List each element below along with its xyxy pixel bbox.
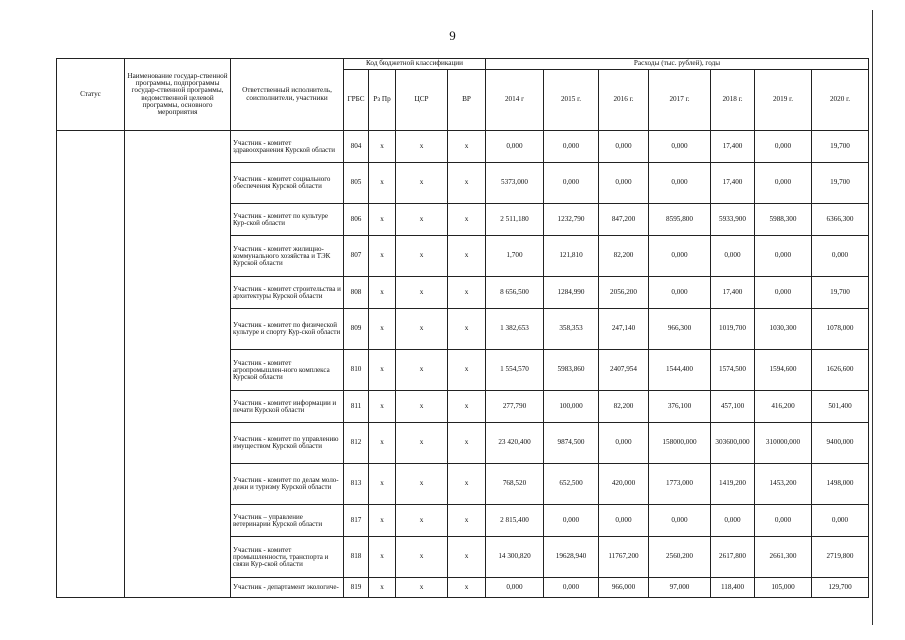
status-cell — [57, 131, 125, 598]
vr-cell: х — [448, 309, 486, 350]
rzpr-cell: х — [369, 578, 396, 598]
csr-cell: х — [396, 350, 448, 391]
expense-cell: 966,000 — [599, 578, 649, 598]
expense-cell: 0,000 — [599, 163, 649, 204]
expense-cell: 2617,800 — [711, 537, 755, 578]
expense-cell: 19,700 — [812, 277, 869, 309]
vr-cell: х — [448, 350, 486, 391]
expense-cell: 0,000 — [755, 236, 812, 277]
vr-cell: х — [448, 537, 486, 578]
expense-cell: 0,000 — [649, 131, 711, 163]
grbs-cell: 811 — [344, 391, 369, 423]
expense-cell: 1 554,570 — [486, 350, 544, 391]
grbs-cell: 809 — [344, 309, 369, 350]
year-header: 2018 г. — [711, 70, 755, 131]
expense-cell: 1453,200 — [755, 464, 812, 505]
expense-cell: 2407,954 — [599, 350, 649, 391]
grbs-cell: 817 — [344, 505, 369, 537]
expense-cell: 14 300,820 — [486, 537, 544, 578]
participant-cell: Участник - комитет промышленности, транспорта и связи Кур-ской области — [231, 537, 344, 578]
budget-code-header: Код бюджетной классификации — [344, 59, 486, 70]
rzpr-cell: х — [369, 277, 396, 309]
expense-cell: 1019,700 — [711, 309, 755, 350]
expense-cell: 121,810 — [544, 236, 599, 277]
expense-cell: 19628,940 — [544, 537, 599, 578]
participant-cell: Участник - комитет по делам моло-дежи и туризму Курской области — [231, 464, 344, 505]
participant-cell: Участник - комитет строительства и архитектуры Курской области — [231, 277, 344, 309]
expense-cell: 0,000 — [544, 578, 599, 598]
expense-cell: 82,200 — [599, 391, 649, 423]
expense-cell: 0,000 — [812, 236, 869, 277]
expense-cell: 501,400 — [812, 391, 869, 423]
csr-cell: х — [396, 578, 448, 598]
grbs-cell: 806 — [344, 204, 369, 236]
expense-cell: 100,000 — [544, 391, 599, 423]
participant-cell: Участник - комитет по управлению имуществом Курской области — [231, 423, 344, 464]
expense-cell: 0,000 — [486, 578, 544, 598]
expense-cell: 1773,000 — [649, 464, 711, 505]
expense-cell: 1498,000 — [812, 464, 869, 505]
expense-cell: 2 815,400 — [486, 505, 544, 537]
expense-cell: 416,200 — [755, 391, 812, 423]
expense-cell: 17,400 — [711, 131, 755, 163]
participant-cell: Участник - комитет по культуре Кур-ской области — [231, 204, 344, 236]
grbs-cell: 810 — [344, 350, 369, 391]
participant-cell: Участник – управление ветеринарии Курской области — [231, 505, 344, 537]
rzpr-cell: х — [369, 391, 396, 423]
vr-cell: х — [448, 464, 486, 505]
expense-cell: 0,000 — [649, 163, 711, 204]
grbs-cell: 818 — [344, 537, 369, 578]
expense-cell: 966,300 — [649, 309, 711, 350]
expense-cell: 1232,790 — [544, 204, 599, 236]
csr-cell: х — [396, 131, 448, 163]
year-header: 2019 г. — [755, 70, 812, 131]
participant-cell: Участник - комитет информации и печати Курской области — [231, 391, 344, 423]
status-header: Статус — [57, 59, 125, 131]
expense-cell: 652,500 — [544, 464, 599, 505]
expense-cell: 1078,000 — [812, 309, 869, 350]
vr-cell: х — [448, 578, 486, 598]
participant-cell: Участник - комитет агропромышлен-ного комплекса Курской области — [231, 350, 344, 391]
expense-cell: 0,000 — [711, 236, 755, 277]
expense-cell: 17,400 — [711, 163, 755, 204]
code-col-header: ГРБС — [344, 70, 369, 131]
rzpr-cell: х — [369, 131, 396, 163]
participant-cell: Участник - комитет социального обеспечения Курской области — [231, 163, 344, 204]
year-header: 2014 г — [486, 70, 544, 131]
expense-cell: 0,000 — [544, 131, 599, 163]
csr-cell: х — [396, 505, 448, 537]
expense-cell: 1419,200 — [711, 464, 755, 505]
expense-cell: 0,000 — [649, 277, 711, 309]
csr-cell: х — [396, 204, 448, 236]
expense-cell: 5373,000 — [486, 163, 544, 204]
expenses-header: Расходы (тыс. рублей), годы — [486, 59, 869, 70]
expense-cell: 9874,500 — [544, 423, 599, 464]
grbs-cell: 819 — [344, 578, 369, 598]
expense-cell: 247,140 — [599, 309, 649, 350]
year-header: 2015 г. — [544, 70, 599, 131]
expense-cell: 0,000 — [812, 505, 869, 537]
participant-cell: Участник - комитет жилищно-коммунального хозяйства и ТЭК Курской области — [231, 236, 344, 277]
page-number: 9 — [449, 28, 456, 43]
rzpr-cell: х — [369, 236, 396, 277]
expense-cell: 1 382,653 — [486, 309, 544, 350]
expense-cell: 105,000 — [755, 578, 812, 598]
expense-cell: 17,400 — [711, 277, 755, 309]
vr-cell: х — [448, 505, 486, 537]
csr-cell: х — [396, 464, 448, 505]
grbs-cell: 812 — [344, 423, 369, 464]
rzpr-cell: х — [369, 163, 396, 204]
margin-line — [872, 10, 873, 625]
csr-cell: х — [396, 309, 448, 350]
vr-cell: х — [448, 163, 486, 204]
expense-cell: 2719,800 — [812, 537, 869, 578]
csr-cell: х — [396, 277, 448, 309]
expense-cell: 847,200 — [599, 204, 649, 236]
participant-cell: Участник - комитет по физической культуре и спорту Кур-ской области — [231, 309, 344, 350]
expense-cell: 82,200 — [599, 236, 649, 277]
rzpr-cell: х — [369, 204, 396, 236]
vr-cell: х — [448, 204, 486, 236]
expense-cell: 129,700 — [812, 578, 869, 598]
grbs-cell: 804 — [344, 131, 369, 163]
expense-cell: 0,000 — [755, 505, 812, 537]
expense-cell: 0,000 — [544, 163, 599, 204]
expense-cell: 0,000 — [544, 505, 599, 537]
expense-cell: 1284,990 — [544, 277, 599, 309]
expense-cell: 97,000 — [649, 578, 711, 598]
rzpr-cell: х — [369, 309, 396, 350]
expense-cell: 8595,800 — [649, 204, 711, 236]
expense-cell: 2560,200 — [649, 537, 711, 578]
expense-cell: 1030,300 — [755, 309, 812, 350]
expense-cell: 1626,600 — [812, 350, 869, 391]
program-name-cell — [125, 131, 231, 598]
expense-cell: 0,000 — [755, 277, 812, 309]
expense-cell: 23 420,400 — [486, 423, 544, 464]
expense-cell: 19,700 — [812, 131, 869, 163]
code-col-header: ВР — [448, 70, 486, 131]
csr-cell: х — [396, 537, 448, 578]
expense-cell: 0,000 — [649, 505, 711, 537]
expense-cell: 768,520 — [486, 464, 544, 505]
expense-cell: 420,000 — [599, 464, 649, 505]
vr-cell: х — [448, 391, 486, 423]
expense-cell: 277,790 — [486, 391, 544, 423]
vr-cell: х — [448, 277, 486, 309]
expense-cell: 358,353 — [544, 309, 599, 350]
responsible-header: Ответственный исполнитель, соисполнители, участники — [231, 59, 344, 131]
grbs-cell: 808 — [344, 277, 369, 309]
expense-cell: 1574,500 — [711, 350, 755, 391]
expense-cell: 303600,000 — [711, 423, 755, 464]
expense-cell: 0,000 — [755, 131, 812, 163]
expense-cell: 0,000 — [486, 131, 544, 163]
grbs-cell: 807 — [344, 236, 369, 277]
participant-cell: Участник - департамент экологиче- — [231, 578, 344, 598]
budget-table — [56, 58, 869, 598]
expense-cell: 8 656,500 — [486, 277, 544, 309]
expense-cell: 118,400 — [711, 578, 755, 598]
rzpr-cell: х — [369, 423, 396, 464]
year-header: 2020 г. — [812, 70, 869, 131]
expense-cell: 457,100 — [711, 391, 755, 423]
expense-cell: 1544,400 — [649, 350, 711, 391]
code-col-header: ЦСР — [396, 70, 448, 131]
csr-cell: х — [396, 391, 448, 423]
grbs-cell: 805 — [344, 163, 369, 204]
expense-cell: 310000,000 — [755, 423, 812, 464]
csr-cell: х — [396, 423, 448, 464]
expense-cell: 9400,000 — [812, 423, 869, 464]
csr-cell: х — [396, 163, 448, 204]
expense-cell: 2 511,180 — [486, 204, 544, 236]
expense-cell: 19,700 — [812, 163, 869, 204]
expense-cell: 158000,000 — [649, 423, 711, 464]
expense-cell: 1,700 — [486, 236, 544, 277]
expense-cell: 0,000 — [599, 131, 649, 163]
expense-cell: 0,000 — [649, 236, 711, 277]
rzpr-cell: х — [369, 537, 396, 578]
expense-cell: 6366,300 — [812, 204, 869, 236]
expense-cell: 2661,300 — [755, 537, 812, 578]
expense-cell: 0,000 — [755, 163, 812, 204]
csr-cell: х — [396, 236, 448, 277]
expense-cell: 0,000 — [599, 505, 649, 537]
expense-cell: 11767,200 — [599, 537, 649, 578]
rzpr-cell: х — [369, 505, 396, 537]
rzpr-cell: х — [369, 464, 396, 505]
vr-cell: х — [448, 423, 486, 464]
vr-cell: х — [448, 236, 486, 277]
expense-cell: 0,000 — [599, 423, 649, 464]
expense-cell: 1594,600 — [755, 350, 812, 391]
expense-cell: 5988,300 — [755, 204, 812, 236]
vr-cell: х — [448, 131, 486, 163]
code-col-header: Рз Пр — [369, 70, 396, 131]
expense-cell: 5933,900 — [711, 204, 755, 236]
participant-cell: Участник - комитет здравоохранения Курской области — [231, 131, 344, 163]
year-header: 2016 г. — [599, 70, 649, 131]
table-row — [57, 131, 869, 163]
expense-cell: 376,100 — [649, 391, 711, 423]
rzpr-cell: х — [369, 350, 396, 391]
program-name-header: Наименование государ-ственной программы, подпрограммы государ-ственной программы, ведомственной целевой программы, основного мероприятия — [125, 59, 231, 131]
expense-cell: 5983,860 — [544, 350, 599, 391]
expense-cell: 2056,200 — [599, 277, 649, 309]
expense-cell: 0,000 — [711, 505, 755, 537]
year-header: 2017 г. — [649, 70, 711, 131]
grbs-cell: 813 — [344, 464, 369, 505]
